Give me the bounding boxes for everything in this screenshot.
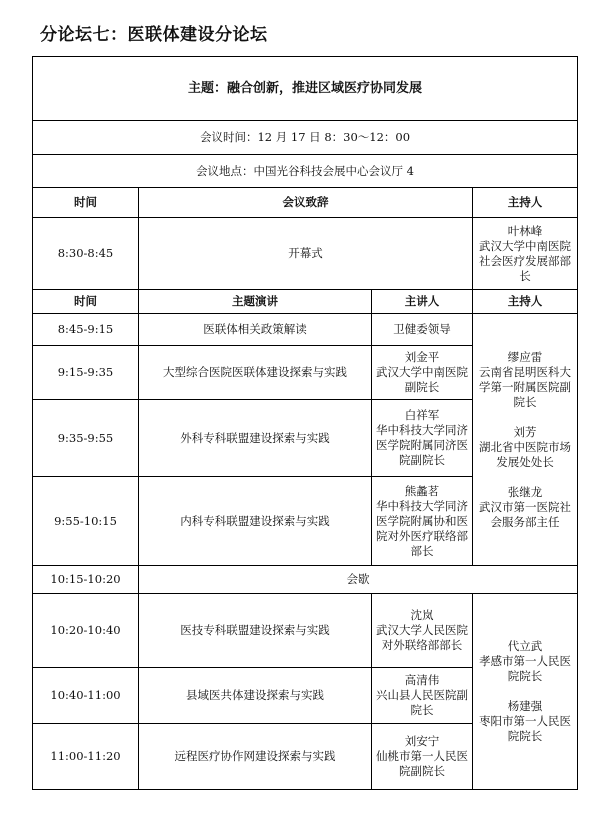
person-name: 刘芳 bbox=[513, 424, 537, 439]
talk-time: 9:55-10:15 bbox=[33, 477, 139, 566]
meeting-place: 会议地点：中国光谷科技会展中心会议厅 4 bbox=[33, 155, 578, 188]
talk-time: 9:15-9:35 bbox=[33, 346, 139, 400]
host-entry bbox=[476, 699, 574, 744]
person-name: 张继龙 bbox=[507, 484, 543, 499]
talk-topic: 大型综合医院医联体建设探索与实践 bbox=[139, 346, 372, 400]
talk-speaker bbox=[372, 724, 473, 790]
talk-time: 8:45-9:15 bbox=[33, 314, 139, 346]
talk-time: 9:35-9:55 bbox=[33, 400, 139, 477]
person-title: 华中科技大学同济医学院附属协和医院对外医疗联络部部长 bbox=[376, 498, 468, 558]
host-entry bbox=[476, 485, 574, 530]
opening-time: 8:30-8:45 bbox=[33, 218, 139, 290]
session1-hosts bbox=[473, 314, 578, 566]
header-time: 时间 bbox=[33, 290, 139, 314]
talk-time: 11:00-11:20 bbox=[33, 724, 139, 790]
person-title: 湖北省中医院市场发展处处长 bbox=[479, 439, 571, 469]
header-speech: 会议致辞 bbox=[139, 188, 473, 218]
opening-content: 开幕式 bbox=[139, 218, 473, 290]
talk-time: 10:20-10:40 bbox=[33, 594, 139, 668]
meeting-time-row bbox=[33, 121, 578, 155]
talk-topic: 内科专科联盟建设探索与实践 bbox=[139, 477, 372, 566]
talk-topic: 医联体相关政策解读 bbox=[139, 314, 372, 346]
person-title: 武汉大学中南医院副院长 bbox=[376, 365, 468, 394]
opening-header-row bbox=[33, 188, 578, 218]
person-title: 仙桃市第一人民医院副院长 bbox=[376, 749, 468, 778]
break-time: 10:15-10:20 bbox=[33, 566, 139, 594]
person-name: 熊蠡茗 bbox=[404, 483, 440, 498]
agenda-table bbox=[32, 56, 578, 790]
meeting-place-row bbox=[33, 155, 578, 188]
person-name: 代立武 bbox=[507, 639, 543, 653]
talk-topic: 远程医疗协作网建设探索与实践 bbox=[139, 724, 372, 790]
person-title: 武汉大学人民医院对外联络部部长 bbox=[376, 623, 468, 652]
talk-speaker bbox=[372, 477, 473, 566]
person-title: 华中科技大学同济医学院附属同济医院副院长 bbox=[376, 423, 468, 467]
person-name: 卫健委领导 bbox=[393, 322, 451, 336]
header-host: 主持人 bbox=[473, 290, 578, 314]
topic-row bbox=[33, 57, 578, 121]
talk-topic: 医技专科联盟建设探索与实践 bbox=[139, 594, 372, 668]
person-name: 杨建强 bbox=[507, 699, 543, 713]
person-title: 武汉大学中南医院社会医疗发展部部长 bbox=[479, 238, 571, 283]
talk-speaker bbox=[372, 346, 473, 400]
header-time: 时间 bbox=[33, 188, 139, 218]
talk-speaker bbox=[372, 668, 473, 724]
talk-topic: 外科专科联盟建设探索与实践 bbox=[139, 400, 372, 477]
break-label: 会歇 bbox=[139, 566, 578, 594]
page-title: 分论坛七：医联体建设分论坛 bbox=[40, 25, 268, 45]
host-entry bbox=[476, 425, 574, 470]
meeting-time: 会议时间：12 月 17 日 8：30～12：00 bbox=[33, 121, 578, 155]
break-row bbox=[33, 566, 578, 594]
header-topic: 主题演讲 bbox=[139, 290, 372, 314]
person-name: 高清伟 bbox=[404, 673, 440, 687]
person-title: 云南省昆明医科大学第一附属医院副院长 bbox=[479, 364, 571, 409]
talk-speaker bbox=[372, 314, 473, 346]
person-name: 叶林峰 bbox=[507, 223, 543, 238]
session2-hosts bbox=[473, 594, 578, 790]
host-entry bbox=[476, 350, 574, 410]
person-name: 沈岚 bbox=[410, 608, 434, 622]
header-host: 主持人 bbox=[473, 188, 578, 218]
person-name: 刘安宁 bbox=[404, 734, 440, 748]
talk-time: 10:40-11:00 bbox=[33, 668, 139, 724]
person-title: 孝感市第一人民医院院长 bbox=[479, 654, 571, 683]
talk-speaker bbox=[372, 400, 473, 477]
talk-header-row bbox=[33, 290, 578, 314]
person-name: 白祥军 bbox=[404, 408, 440, 422]
talk-speaker bbox=[372, 594, 473, 668]
person-name: 缪应雷 bbox=[507, 349, 543, 364]
agenda-row bbox=[33, 594, 578, 668]
opening-host bbox=[473, 218, 578, 290]
person-title: 兴山县人民医院副院长 bbox=[376, 688, 468, 717]
person-name: 刘金平 bbox=[404, 350, 440, 364]
person-title: 武汉市第一医院社会服务部主任 bbox=[479, 499, 571, 529]
host-entry bbox=[476, 639, 574, 684]
opening-row bbox=[33, 218, 578, 290]
person-title: 枣阳市第一人民医院院长 bbox=[479, 714, 571, 743]
header-speaker: 主讲人 bbox=[372, 290, 473, 314]
talk-topic: 县域医共体建设探索与实践 bbox=[139, 668, 372, 724]
topic-cell: 主题：融合创新，推进区域医疗协同发展 bbox=[33, 57, 578, 121]
agenda-row bbox=[33, 314, 578, 346]
